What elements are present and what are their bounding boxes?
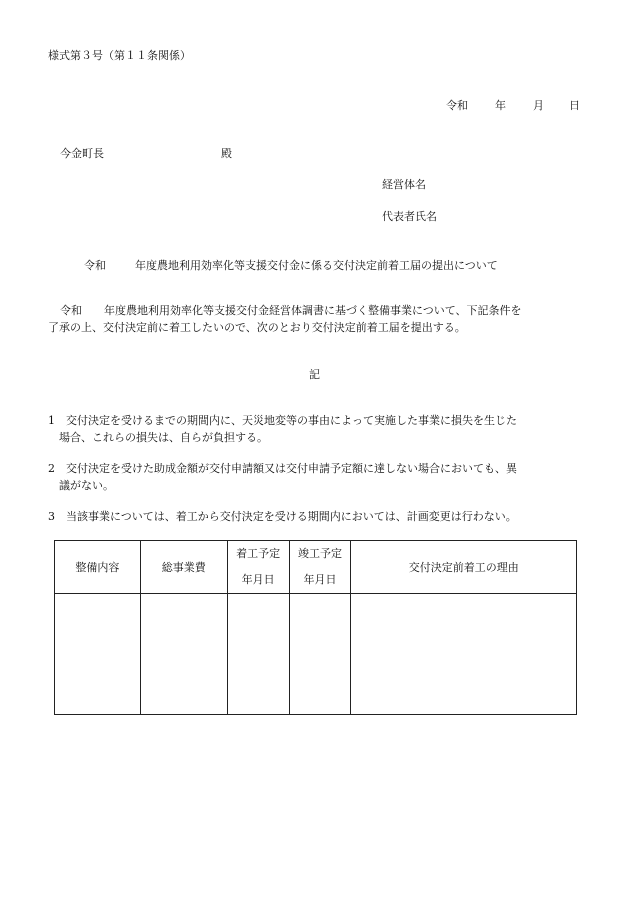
header-end-date-l1: 竣工予定 bbox=[297, 547, 342, 560]
condition-continuation: 場合、これらの損失は、自らが負担する。 bbox=[59, 431, 268, 444]
header-start-date-l1: 着工予定 bbox=[236, 547, 281, 560]
condition-text: 交付決定を受けるまでの期間内に、天災地変等の事由によって実施した事業に損失を生じた bbox=[66, 414, 517, 427]
date-day: 日 bbox=[569, 99, 580, 112]
cell-content[interactable] bbox=[55, 594, 141, 715]
header-reason: 交付決定前着工の理由 bbox=[351, 541, 577, 594]
condition-number: 1 bbox=[48, 414, 55, 427]
header-content: 整備内容 bbox=[55, 541, 141, 594]
condition-line bbox=[48, 508, 583, 525]
condition-item bbox=[48, 460, 583, 494]
body-line-1: 令和 年度農地利用効率化等支援交付金経営体調書に基づく整備事業について、下記条件を bbox=[60, 304, 522, 317]
condition-item bbox=[48, 412, 583, 446]
ki-heading: 記 bbox=[309, 368, 320, 381]
condition-item bbox=[48, 508, 583, 525]
body-paragraph bbox=[48, 302, 583, 336]
recipient-honorific: 殿 bbox=[221, 147, 232, 160]
form-number: 様式第３号（第１１条関係） bbox=[48, 49, 191, 62]
header-start-date-l2: 年月日 bbox=[241, 573, 275, 586]
table-row bbox=[55, 594, 577, 715]
date-month: 月 bbox=[533, 99, 544, 112]
condition-line bbox=[48, 412, 583, 429]
subject-era: 令和 bbox=[84, 259, 106, 272]
cell-total-cost[interactable] bbox=[140, 594, 227, 715]
recipient-name: 今金町長 bbox=[60, 147, 104, 160]
cell-reason[interactable] bbox=[351, 594, 577, 715]
body-line-2: 了承の上、交付決定前に着工したいので、次のとおり交付決定前着工届を提出する。 bbox=[48, 321, 466, 334]
construction-table bbox=[54, 540, 577, 715]
subject-title: 年度農地利用効率化等支援交付金に係る交付決定前着工届の提出について bbox=[135, 259, 498, 272]
condition-line bbox=[48, 460, 583, 477]
entity-name-label: 経営体名 bbox=[382, 178, 426, 191]
header-end-date-l2: 年月日 bbox=[303, 573, 337, 586]
date-year: 年 bbox=[495, 99, 506, 112]
date-era: 令和 bbox=[446, 99, 468, 112]
condition-text: 当該事業については、着工から交付決定を受ける期間内においては、計画変更は行わない。 bbox=[66, 510, 517, 523]
header-total-cost: 総事業費 bbox=[140, 541, 227, 594]
table-header-row bbox=[55, 541, 577, 594]
header-end-date bbox=[289, 541, 351, 594]
condition-text: 交付決定を受けた助成金額が交付申請額又は交付申請予定額に達しない場合においても、異 bbox=[66, 462, 517, 475]
cell-end-date[interactable] bbox=[289, 594, 351, 715]
header-start-date bbox=[227, 541, 289, 594]
representative-name-label: 代表者氏名 bbox=[382, 210, 437, 223]
cell-start-date[interactable] bbox=[227, 594, 289, 715]
condition-number: 2 bbox=[48, 462, 55, 475]
condition-continuation: 議がない。 bbox=[59, 479, 114, 492]
condition-number: 3 bbox=[48, 510, 55, 523]
